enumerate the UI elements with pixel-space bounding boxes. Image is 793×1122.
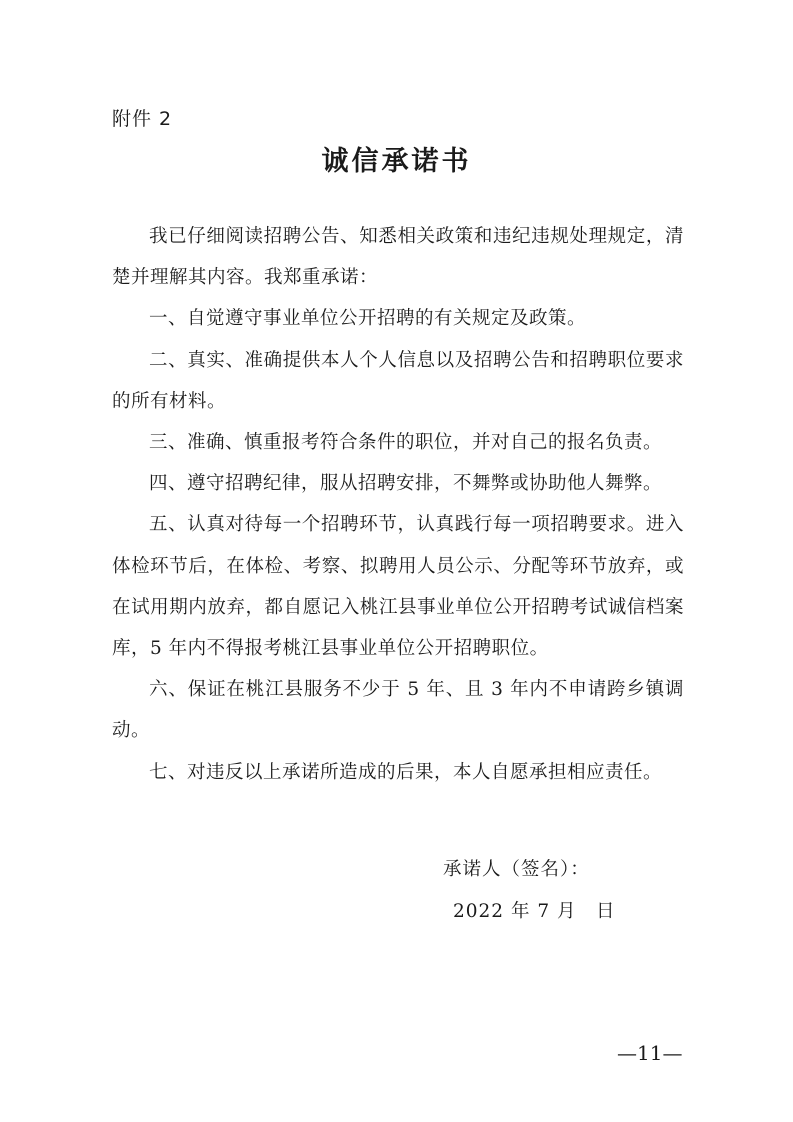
commitment-item-5: 五、认真对待每一个招聘环节，认真践行每一项招聘要求。进入体检环节后，在体检、考察、拟聘用人员公示、分配等环节放弃，或在试用期内放弃，都自愿记入桃江县事业单位公开招聘考试诚信档案库，5 年内不得报考桃江县事业单位公开招聘职位。	[112, 514, 684, 660]
commitment-item-3: 三、准确、慎重报考符合条件的职位，并对自己的报名负责。	[149, 432, 663, 454]
commitment-item-7: 七、对违反以上承诺所造成的后果，本人自愿承担相应责任。	[149, 761, 663, 783]
document-title: 诚信承诺书	[321, 146, 472, 177]
signer-label: 承诺人（签名）：	[443, 859, 590, 880]
attachment-label: 附件 2	[112, 108, 173, 130]
commitment-item-2: 二、真实、准确提供本人个人信息以及招聘公告和招聘职位要求的所有材料。	[112, 349, 684, 412]
signature-date: 2022 年 7 月 日	[453, 901, 616, 922]
page-number: —11—	[617, 1041, 683, 1065]
document-body	[112, 216, 684, 793]
intro-paragraph: 我已仔细阅读招聘公告、知悉相关政策和违纪违规处理规定，清楚并理解其内容。我郑重承诺：	[112, 226, 684, 289]
commitment-item-1: 一、自觉遵守事业单位公开招聘的有关规定及政策。	[149, 308, 587, 330]
commitment-item-4: 四、遵守招聘纪律，服从招聘安排，不舞弊或协助他人舞弊。	[149, 473, 663, 495]
commitment-item-6: 六、保证在桃江县服务不少于 5 年、且 3 年内不申请跨乡镇调动。	[112, 679, 684, 742]
